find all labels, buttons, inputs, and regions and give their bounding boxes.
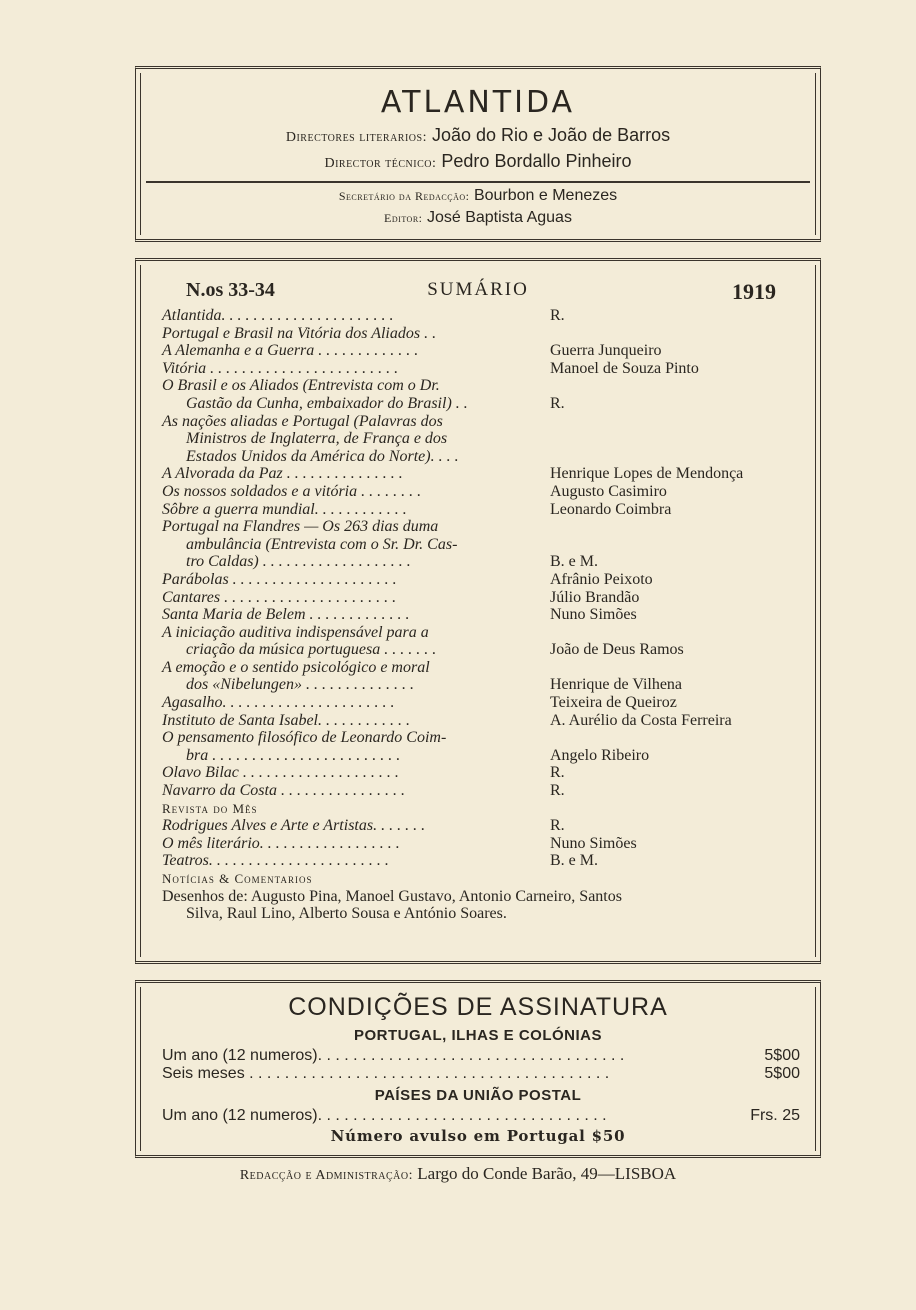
toc-entry-author: João de Deus Ramos bbox=[550, 641, 684, 659]
toc-row bbox=[162, 413, 812, 431]
toc-entry-title: A Alvorada da Paz . . . . . . . . . . . . . . . bbox=[162, 465, 403, 483]
toc-entry-author: R. bbox=[550, 817, 565, 835]
toc-entry-author: R. bbox=[550, 764, 565, 782]
toc-entry-title: bra . . . . . . . . . . . . . . . . . . . . . . . . bbox=[162, 746, 401, 764]
toc-entry-author: Nuno Simões bbox=[550, 606, 637, 624]
toc-row bbox=[162, 377, 812, 395]
toc-row bbox=[162, 676, 812, 694]
price-label: Um ano (12 numeros). . . . . . . . . . . . . . . . . . . . . . . . . . . . . . . . . bbox=[162, 1107, 607, 1124]
footer-address-text: Largo do Conde Barão, 49—LISBOA bbox=[417, 1164, 677, 1183]
toc-entry-author: Augusto Casimiro bbox=[550, 482, 667, 500]
subscription-title: CONDIÇÕES DE ASSINATURA bbox=[288, 993, 668, 1021]
toc-entry-title: A emoção e o sentido psicológico e moral bbox=[162, 658, 430, 676]
toc-entry-author: R. bbox=[550, 782, 565, 800]
toc-row bbox=[162, 589, 812, 607]
toc-entry-author: Teixeira de Queiroz bbox=[550, 694, 677, 712]
secretary-label: Secretário da Redacção: bbox=[338, 189, 470, 203]
toc-entry-title: dos «Nibelungen» . . . . . . . . . . . . . . bbox=[162, 676, 414, 694]
toc-entry-title: Sôbre a guerra mundial. . . . . . . . . . . . bbox=[162, 500, 407, 518]
toc-row bbox=[162, 360, 812, 378]
toc-row bbox=[162, 553, 812, 571]
toc-row bbox=[162, 483, 812, 501]
toc-entry-title: Instituto de Santa Isabel. . . . . . . . . . . . bbox=[162, 711, 410, 729]
toc-entry-author: R. bbox=[550, 307, 565, 324]
toc-row bbox=[162, 325, 812, 343]
toc-row bbox=[162, 606, 812, 624]
region-postal-union: PAÍSES DA UNIÃO POSTAL bbox=[374, 1087, 582, 1104]
border-line bbox=[815, 265, 816, 957]
toc-row bbox=[162, 659, 812, 677]
price-row bbox=[162, 1107, 800, 1125]
toc-entry-title: Cantares . . . . . . . . . . . . . . . . . . . . . . bbox=[162, 588, 397, 606]
toc-row bbox=[162, 888, 812, 906]
toc-entry-author: B. e M. bbox=[550, 553, 598, 571]
technical-director-label: Director técnico: bbox=[324, 156, 437, 171]
toc-entry-title: Parábolas . . . . . . . . . . . . . . . . . . . . . bbox=[162, 570, 397, 588]
toc-entry-title: O Brasil e os Aliados (Entrevista com o Dr. bbox=[162, 377, 440, 395]
toc-row bbox=[162, 835, 812, 853]
toc-entry-author: A. Aurélio da Costa Ferreira bbox=[550, 711, 732, 729]
toc-row bbox=[162, 870, 812, 888]
toc-row bbox=[162, 641, 812, 659]
toc-entry-author: R. bbox=[550, 394, 565, 412]
toc-entry-title: criação da música portuguesa . . . . . . . bbox=[162, 641, 437, 659]
toc-entry-title: O mês literário. . . . . . . . . . . . . . . . . . bbox=[162, 834, 400, 852]
toc-entry-author: Henrique de Vilhena bbox=[550, 676, 683, 694]
price-row bbox=[162, 1065, 800, 1083]
toc-entry-title: Agasalho. . . . . . . . . . . . . . . . . . . . . . bbox=[162, 694, 395, 712]
toc-entry-author: Henrique Lopes de Mendonça bbox=[550, 465, 744, 483]
toc-row bbox=[162, 448, 812, 466]
toc-entry-title: Portugal na Flandres — Os 263 dias duma bbox=[162, 518, 439, 536]
toc-entry-title: Portugal e Brasil na Vitória dos Aliados . . bbox=[162, 324, 437, 342]
summary-box bbox=[135, 258, 821, 964]
literary-directors-label: Directores literarios: bbox=[285, 130, 427, 145]
toc-entry-title: Estados Unidos da América do Norte). . . . bbox=[162, 447, 459, 465]
toc-row bbox=[162, 729, 812, 747]
toc-entry-title: O pensamento filosófico de Leonardo Coim- bbox=[162, 729, 447, 747]
toc-entry-title: Notícias & Comentarios bbox=[162, 871, 313, 886]
toc-entry-author: Nuno Simões bbox=[550, 834, 637, 852]
price-value: 5$00 bbox=[764, 1047, 800, 1064]
technical-director bbox=[136, 151, 820, 172]
toc-row bbox=[162, 747, 812, 765]
toc-row bbox=[162, 694, 812, 712]
secretary-name: Bourbon e Menezes bbox=[473, 187, 618, 204]
toc-entry-title: Atlantida. . . . . . . . . . . . . . . . . . . . . . bbox=[162, 307, 394, 324]
issue-number: N.os 33-34 bbox=[186, 279, 275, 301]
footer-address bbox=[0, 1164, 916, 1184]
single-issue-price: Número avulso em Portugal $50 bbox=[330, 1127, 626, 1145]
toc-entry-title: Olavo Bilac . . . . . . . . . . . . . . . . . . . . bbox=[162, 764, 399, 782]
toc-entry-title: As nações aliadas e Portugal (Palavras dos bbox=[162, 412, 443, 430]
toc-entry-title: Revista do Mês bbox=[162, 800, 258, 816]
toc-entry-title: Navarro da Costa . . . . . . . . . . . . . . . . bbox=[162, 782, 405, 800]
toc-entry-author: Afrânio Peixoto bbox=[550, 570, 653, 588]
price-label: Um ano (12 numeros). . . . . . . . . . . . . . . . . . . . . . . . . . . . . . . . . . . bbox=[162, 1047, 625, 1064]
toc-row bbox=[162, 764, 812, 782]
issue-year: 1919 bbox=[732, 279, 776, 304]
toc-row bbox=[162, 465, 812, 483]
toc-row bbox=[162, 852, 812, 870]
toc-entry-title: Silva, Raul Lino, Alberto Sousa e António Soares. bbox=[162, 905, 507, 923]
toc-entry-title: tro Caldas) . . . . . . . . . . . . . . . . . . . bbox=[162, 553, 411, 571]
toc-entry-author: Angelo Ribeiro bbox=[550, 746, 650, 764]
toc-entry-title: Desenhos de: Augusto Pina, Manoel Gustavo, Antonio Carneiro, Santos bbox=[162, 887, 622, 905]
technical-director-name: Pedro Bordallo Pinheiro bbox=[441, 151, 632, 171]
toc-row bbox=[162, 395, 812, 413]
toc-entry-author: Júlio Brandão bbox=[550, 588, 640, 606]
toc-entry-title: Teatros. . . . . . . . . . . . . . . . . . . . . . . bbox=[162, 852, 389, 870]
toc-row bbox=[162, 817, 812, 835]
toc-entry-title: Rodrigues Alves e Arte e Artistas. . . . . . . bbox=[162, 817, 426, 835]
price-label: Seis meses . . . . . . . . . . . . . . . . . . . . . . . . . . . . . . . . . . . . . . . . . bbox=[162, 1065, 610, 1082]
toc-entry-author: Manoel de Souza Pinto bbox=[550, 359, 699, 377]
subscription-box bbox=[135, 980, 821, 1158]
toc-entry-author: Leonardo Coimbra bbox=[550, 500, 672, 518]
toc-row bbox=[162, 518, 812, 536]
toc-entry-author: Guerra Junqueiro bbox=[550, 342, 662, 360]
summary-title: SUMÁRIO bbox=[427, 279, 529, 300]
magazine-title: ATLANTIDA bbox=[380, 85, 576, 120]
toc-entry-title: Vitória . . . . . . . . . . . . . . . . . . . . . . . . bbox=[162, 359, 399, 377]
price-value: 5$00 bbox=[764, 1065, 800, 1082]
toc-entry-title: A Alemanha e a Guerra . . . . . . . . . . . . . bbox=[162, 342, 419, 360]
toc-entry-title: ambulância (Entrevista com o Sr. Dr. Cas- bbox=[162, 535, 458, 553]
price-row bbox=[162, 1047, 800, 1065]
toc-row bbox=[162, 536, 812, 554]
toc-row bbox=[162, 712, 812, 730]
masthead-box bbox=[135, 66, 821, 242]
editor bbox=[136, 209, 820, 227]
editor-label: Editor: bbox=[384, 211, 423, 225]
toc-row bbox=[162, 782, 812, 800]
toc-row bbox=[162, 800, 812, 818]
region-portugal: PORTUGAL, ILHAS E COLÓNIAS bbox=[353, 1027, 602, 1044]
toc-row bbox=[162, 905, 812, 923]
toc-row bbox=[162, 307, 812, 325]
editor-name: José Baptista Aguas bbox=[426, 209, 572, 226]
table-of-contents bbox=[162, 307, 812, 923]
toc-entry-title: Ministros de Inglaterra, de França e dos bbox=[162, 430, 448, 448]
secretary bbox=[136, 187, 820, 205]
border-line bbox=[140, 265, 141, 957]
toc-row bbox=[162, 342, 812, 360]
toc-row bbox=[162, 501, 812, 519]
divider bbox=[146, 181, 810, 183]
toc-entry-author: B. e M. bbox=[550, 852, 598, 870]
price-value: Frs. 25 bbox=[750, 1107, 800, 1124]
literary-directors-names: João do Rio e João de Barros bbox=[431, 125, 671, 145]
toc-entry-title: A iniciação auditiva indispensável para a bbox=[162, 623, 429, 641]
toc-row bbox=[162, 624, 812, 642]
toc-entry-title: Os nossos soldados e a vitória . . . . . . . . bbox=[162, 482, 422, 500]
toc-row bbox=[162, 571, 812, 589]
toc-entry-title: Santa Maria de Belem . . . . . . . . . . . . . bbox=[162, 606, 410, 624]
toc-row bbox=[162, 430, 812, 448]
footer-label: Redacção e Administração: bbox=[239, 1168, 414, 1183]
toc-entry-title: Gastão da Cunha, embaixador do Brasil) . . bbox=[162, 394, 468, 412]
literary-directors bbox=[136, 125, 820, 146]
